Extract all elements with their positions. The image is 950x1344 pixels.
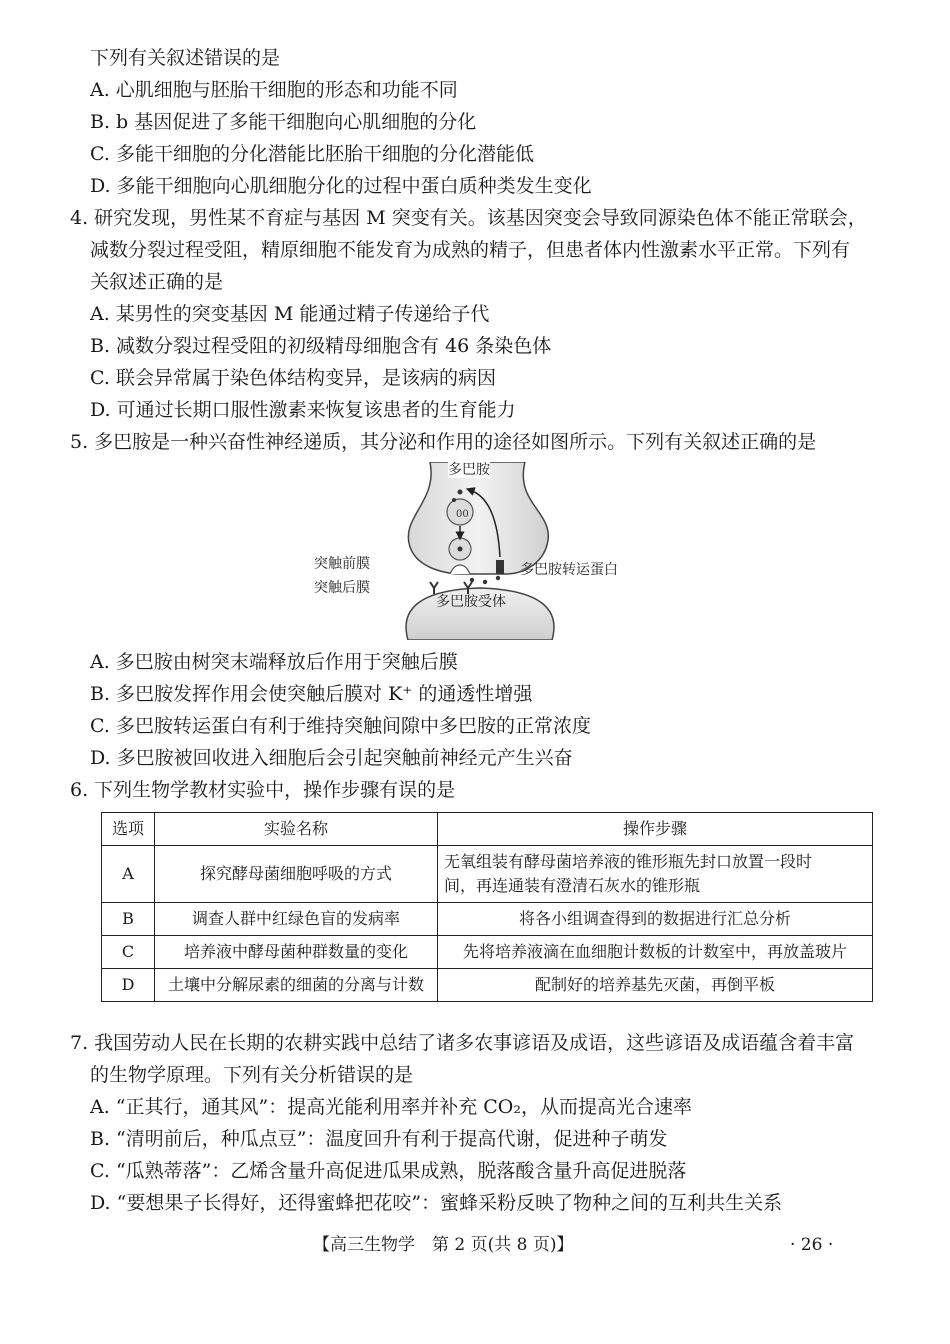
row-name: 探究酵母菌细胞呼吸的方式 — [155, 846, 438, 903]
row-step: 先将培养液滴在血细胞计数板的计数室中，再放盖玻片 — [438, 936, 873, 969]
q4-option-b: B. 减数分裂过程受阻的初级精母细胞含有 46 条染色体 — [90, 335, 552, 357]
q4-option-d: D. 可通过长期口服性激素来恢复该患者的生育能力 — [90, 399, 516, 421]
q5-option-c: C. 多巴胺转运蛋白有利于维持突触间隙中多巴胺的正常浓度 — [90, 715, 591, 737]
table-row — [102, 903, 873, 936]
row-step-line: 无氧组装有酵母菌培养液的锥形瓶先封口放置一段时 — [444, 852, 813, 871]
table-row — [102, 936, 873, 969]
q5-stem: 5. 多巴胺是一种兴奋性神经递质，其分泌和作用的途径如图所示。下列有关叙述正确的是 — [70, 431, 817, 453]
q7-stem-line-2: 的生物学原理。下列有关分析错误的是 — [90, 1064, 414, 1086]
synapse-figure — [314, 462, 630, 640]
table-header-row — [102, 813, 873, 846]
q3-option-a: A. 心肌细胞与胚胎干细胞的形态和功能不同 — [90, 79, 458, 101]
header-name: 实验名称 — [155, 813, 438, 846]
header-option: 选项 — [102, 813, 155, 846]
label-dopamine: 多巴胺 — [448, 462, 490, 478]
q3-option-b: B. b 基因促进了多能干细胞向心肌细胞的分化 — [90, 111, 477, 133]
row-name: 土壤中分解尿素的细菌的分离与计数 — [155, 969, 438, 1002]
q4-stem-line-2: 减数分裂过程受阻，精原细胞不能发育为成熟的精子，但患者体内性激素水平正常。下列有 — [90, 239, 851, 261]
label-transporter: 多巴胺转运蛋白 — [520, 562, 618, 578]
page-number: · 26 · — [790, 1235, 834, 1255]
q3-intro: 下列有关叙述错误的是 — [90, 47, 281, 69]
row-option: A — [102, 846, 155, 903]
synapse-diagram — [330, 462, 630, 640]
label-postsynaptic: 突触后膜 — [314, 580, 370, 596]
row-name: 培养液中酵母菌种群数量的变化 — [155, 936, 438, 969]
row-option: C — [102, 936, 155, 969]
row-step-line: 间，再连通装有澄清石灰水的锥形瓶 — [444, 876, 701, 895]
label-presynaptic: 突触前膜 — [314, 556, 370, 572]
label-receptor: 多巴胺受体 — [436, 594, 506, 610]
svg-text:00: 00 — [456, 509, 469, 520]
q7-option-c: C. “瓜熟蒂落”：乙烯含量升高促进瓜果成熟，脱落酸含量升高促进脱落 — [90, 1160, 687, 1182]
row-option: B — [102, 903, 155, 936]
q4-option-a: A. 某男性的突变基因 M 能通过精子传递给子代 — [90, 303, 490, 325]
header-step: 操作步骤 — [438, 813, 873, 846]
row-name: 调查人群中红绿色盲的发病率 — [155, 903, 438, 936]
receptor-1 — [430, 582, 438, 594]
q4-stem-line-1: 4. 研究发现，男性某不育症与基因 M 突变有关。该基因突变会导致同源染色体不能正常联会， — [70, 207, 867, 229]
q4-stem-line-3: 关叙述正确的是 — [90, 271, 224, 293]
row-step: 配制好的培养基先灭菌，再倒平板 — [438, 969, 873, 1002]
presynaptic-terminal — [408, 462, 548, 574]
row-step — [438, 846, 873, 903]
q7-stem-line-1: 7. 我国劳动人民在长期的农耕实践中总结了诸多农事谚语及成语，这些谚语及成语蕴含着丰富 — [70, 1032, 855, 1054]
row-step: 将各小组调查得到的数据进行汇总分析 — [438, 903, 873, 936]
q6-stem: 6. 下列生物学教材实验中，操作步骤有误的是 — [70, 779, 456, 801]
table-row — [102, 969, 873, 1002]
q5-option-a: A. 多巴胺由树突末端释放后作用于突触后膜 — [90, 651, 458, 673]
q5-option-b: B. 多巴胺发挥作用会使突触后膜对 K⁺ 的通透性增强 — [90, 683, 533, 705]
q3-option-d: D. 多能干细胞向心肌细胞分化的过程中蛋白质种类发生变化 — [90, 175, 592, 197]
row-option: D — [102, 969, 155, 1002]
q3-option-c: C. 多能干细胞的分化潜能比胚胎干细胞的分化潜能低 — [90, 143, 534, 165]
dopamine-transporter — [496, 560, 504, 574]
experiment-table — [101, 812, 873, 1002]
q7-option-a: A. “正其行，通其风”：提高光能利用率并补充 CO₂，从而提高光合速率 — [90, 1096, 692, 1118]
table-row — [102, 846, 873, 903]
q7-option-d: D. “要想果子长得好，还得蜜蜂把花咬”：蜜蜂采粉反映了物种之间的互利共生关系 — [90, 1192, 783, 1214]
q7-option-b: B. “清明前后，种瓜点豆”：温度回升有利于提高代谢，促进种子萌发 — [90, 1128, 668, 1150]
q4-option-c: C. 联会异常属于染色体结构变异，是该病的病因 — [90, 367, 496, 389]
q5-option-d: D. 多巴胺被回收进入细胞后会引起突触前神经元产生兴奋 — [90, 747, 573, 769]
page-footer: 【高三生物学 第 2 页(共 8 页)】 — [313, 1235, 574, 1255]
